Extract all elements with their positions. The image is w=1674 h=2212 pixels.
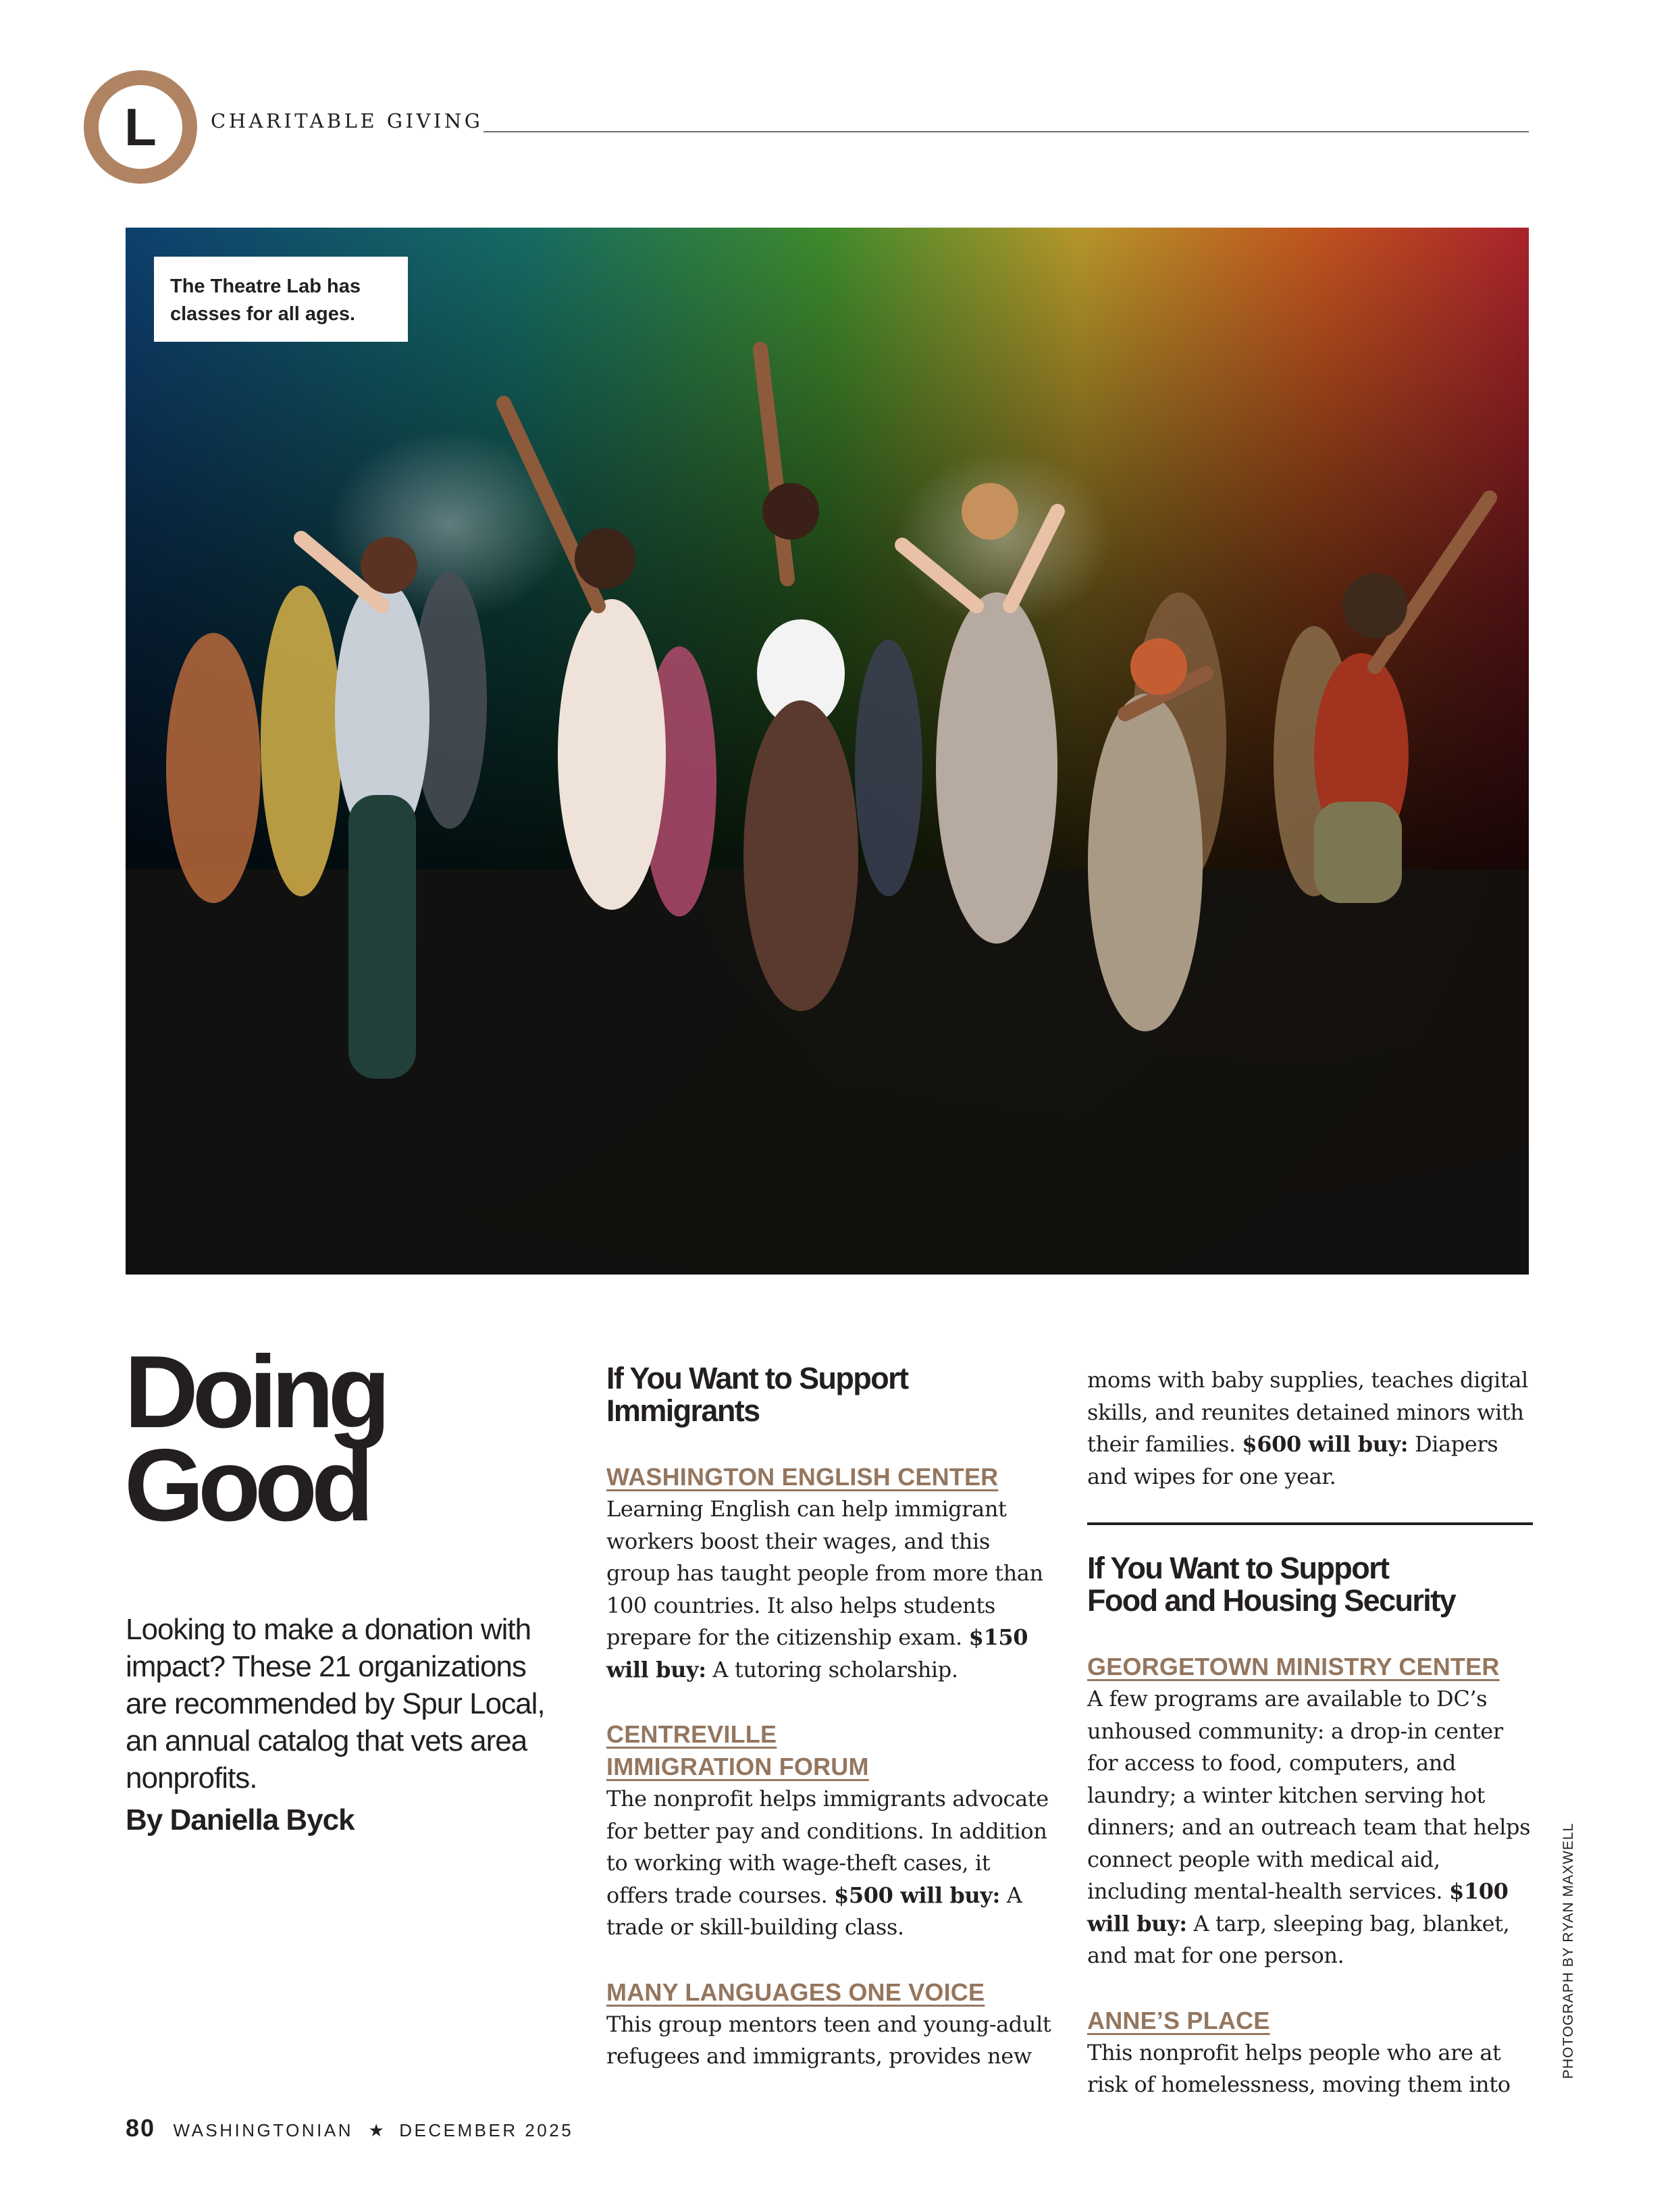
issue-date: DECEMBER 2025: [399, 2120, 574, 2140]
article-column-2: [1087, 1364, 1533, 2101]
magazine-name: WASHINGTONIAN: [173, 2120, 354, 2140]
org-description-text: Learning English can help immigrant workers boost their wages, and this group has taught people from more than 100 countries. It also helps students prepare for the citizenship exam.: [606, 1496, 1043, 1650]
category-heading-line: Immigrants: [606, 1393, 760, 1428]
org-description: [606, 1783, 1052, 1944]
org-description: This group mentors teen and young-adult refugees and immigrants, provides new: [606, 2011, 1051, 2069]
donation-item: A trade or skill-building class.: [606, 1882, 1022, 1940]
org-description-continued: [1087, 1364, 1533, 1493]
photo-caption: [154, 257, 408, 342]
article-dek: Looking to make a donation with impact? These 21 organizations are recommended by Spur Local, an annual catalog that vets area nonprofits.: [126, 1613, 545, 1795]
section-badge-letter: L: [124, 97, 157, 157]
article-headline: [124, 1335, 502, 1543]
org-entry: [606, 1718, 1052, 1944]
org-description-text: The nonprofit helps immigrants advocate for better pay and conditions. In addition to working with wage-theft cases, it offers trade courses.: [606, 1786, 1049, 1908]
donation-item: A tarp, sleeping bag, blanket, and mat for one person.: [1087, 1910, 1510, 1968]
org-description: [606, 1493, 1052, 1686]
photo-caption-line: The Theatre Lab has: [170, 276, 361, 297]
org-entry: [606, 1461, 1052, 1686]
org-description-text: A few programs are available to DC’s unhoused community: a drop-in center for access to food, computers, and laundry; a winter kitchen serving hot dinners; and an outreach team that helps connect people with medical aid, including mental-health services.: [1087, 1686, 1531, 1904]
org-name-link[interactable]: WASHINGTON ENGLISH CENTER: [606, 1463, 999, 1491]
org-name-link[interactable]: GEORGETOWN MINISTRY CENTER: [1087, 1653, 1500, 1680]
category-heading-line: Food and Housing Security: [1087, 1583, 1456, 1618]
org-description: [1087, 1683, 1533, 1972]
donation-item: A tutoring scholarship.: [712, 1656, 958, 1682]
donation-amount: $600 will buy:: [1242, 1431, 1409, 1457]
section-divider: [483, 131, 1529, 132]
page-number: 80: [126, 2114, 156, 2142]
org-name-link[interactable]: IMMIGRATION FORUM: [606, 1753, 869, 1780]
org-description: This nonprofit helps people who are at risk of homelessness, moving them into: [1087, 2039, 1511, 2097]
category-heading: [606, 1362, 1052, 1427]
column-divider: [1087, 1522, 1533, 1525]
section-badge: [84, 70, 197, 184]
category-heading: [1087, 1552, 1533, 1617]
photo-caption-line: classes for all ages.: [170, 303, 356, 325]
page-footer: [126, 2114, 573, 2142]
donation-amount: $100 will buy:: [1087, 1878, 1509, 1936]
org-name-link[interactable]: ANNE’S PLACE: [1087, 2006, 1270, 2034]
article-column-1: [606, 1362, 1052, 2073]
headline-line: Doing: [124, 1335, 385, 1449]
section-header: [84, 70, 1529, 185]
org-name-link[interactable]: CENTREVILLE: [606, 1720, 777, 1748]
section-label: CHARITABLE GIVING: [211, 109, 483, 132]
org-description-text: moms with baby supplies, teaches digital skills, and reunites detained minors with their families.: [1087, 1367, 1528, 1457]
org-entry: [1087, 1651, 1533, 1972]
donation-item: Diapers and wipes for one year.: [1087, 1431, 1498, 1489]
headline-line: Good: [124, 1428, 368, 1543]
photo-credit: PHOTOGRAPH BY RYAN MAXWELL: [1561, 1822, 1576, 2079]
org-entry: [1087, 2005, 1533, 2101]
donation-amount: $150 will buy:: [606, 1624, 1028, 1682]
category-heading-line: If You Want to Support: [606, 1361, 908, 1395]
donation-amount: $500 will buy:: [834, 1882, 1000, 1908]
theatre-lab-photo: [126, 228, 1529, 1275]
article-byline: By Daniella Byck: [126, 1803, 355, 1836]
org-entry: [606, 1976, 1052, 2073]
category-heading-line: If You Want to Support: [1087, 1551, 1389, 1585]
star-icon: ★: [368, 2120, 384, 2140]
org-name-link[interactable]: MANY LANGUAGES ONE VOICE: [606, 1978, 985, 2006]
